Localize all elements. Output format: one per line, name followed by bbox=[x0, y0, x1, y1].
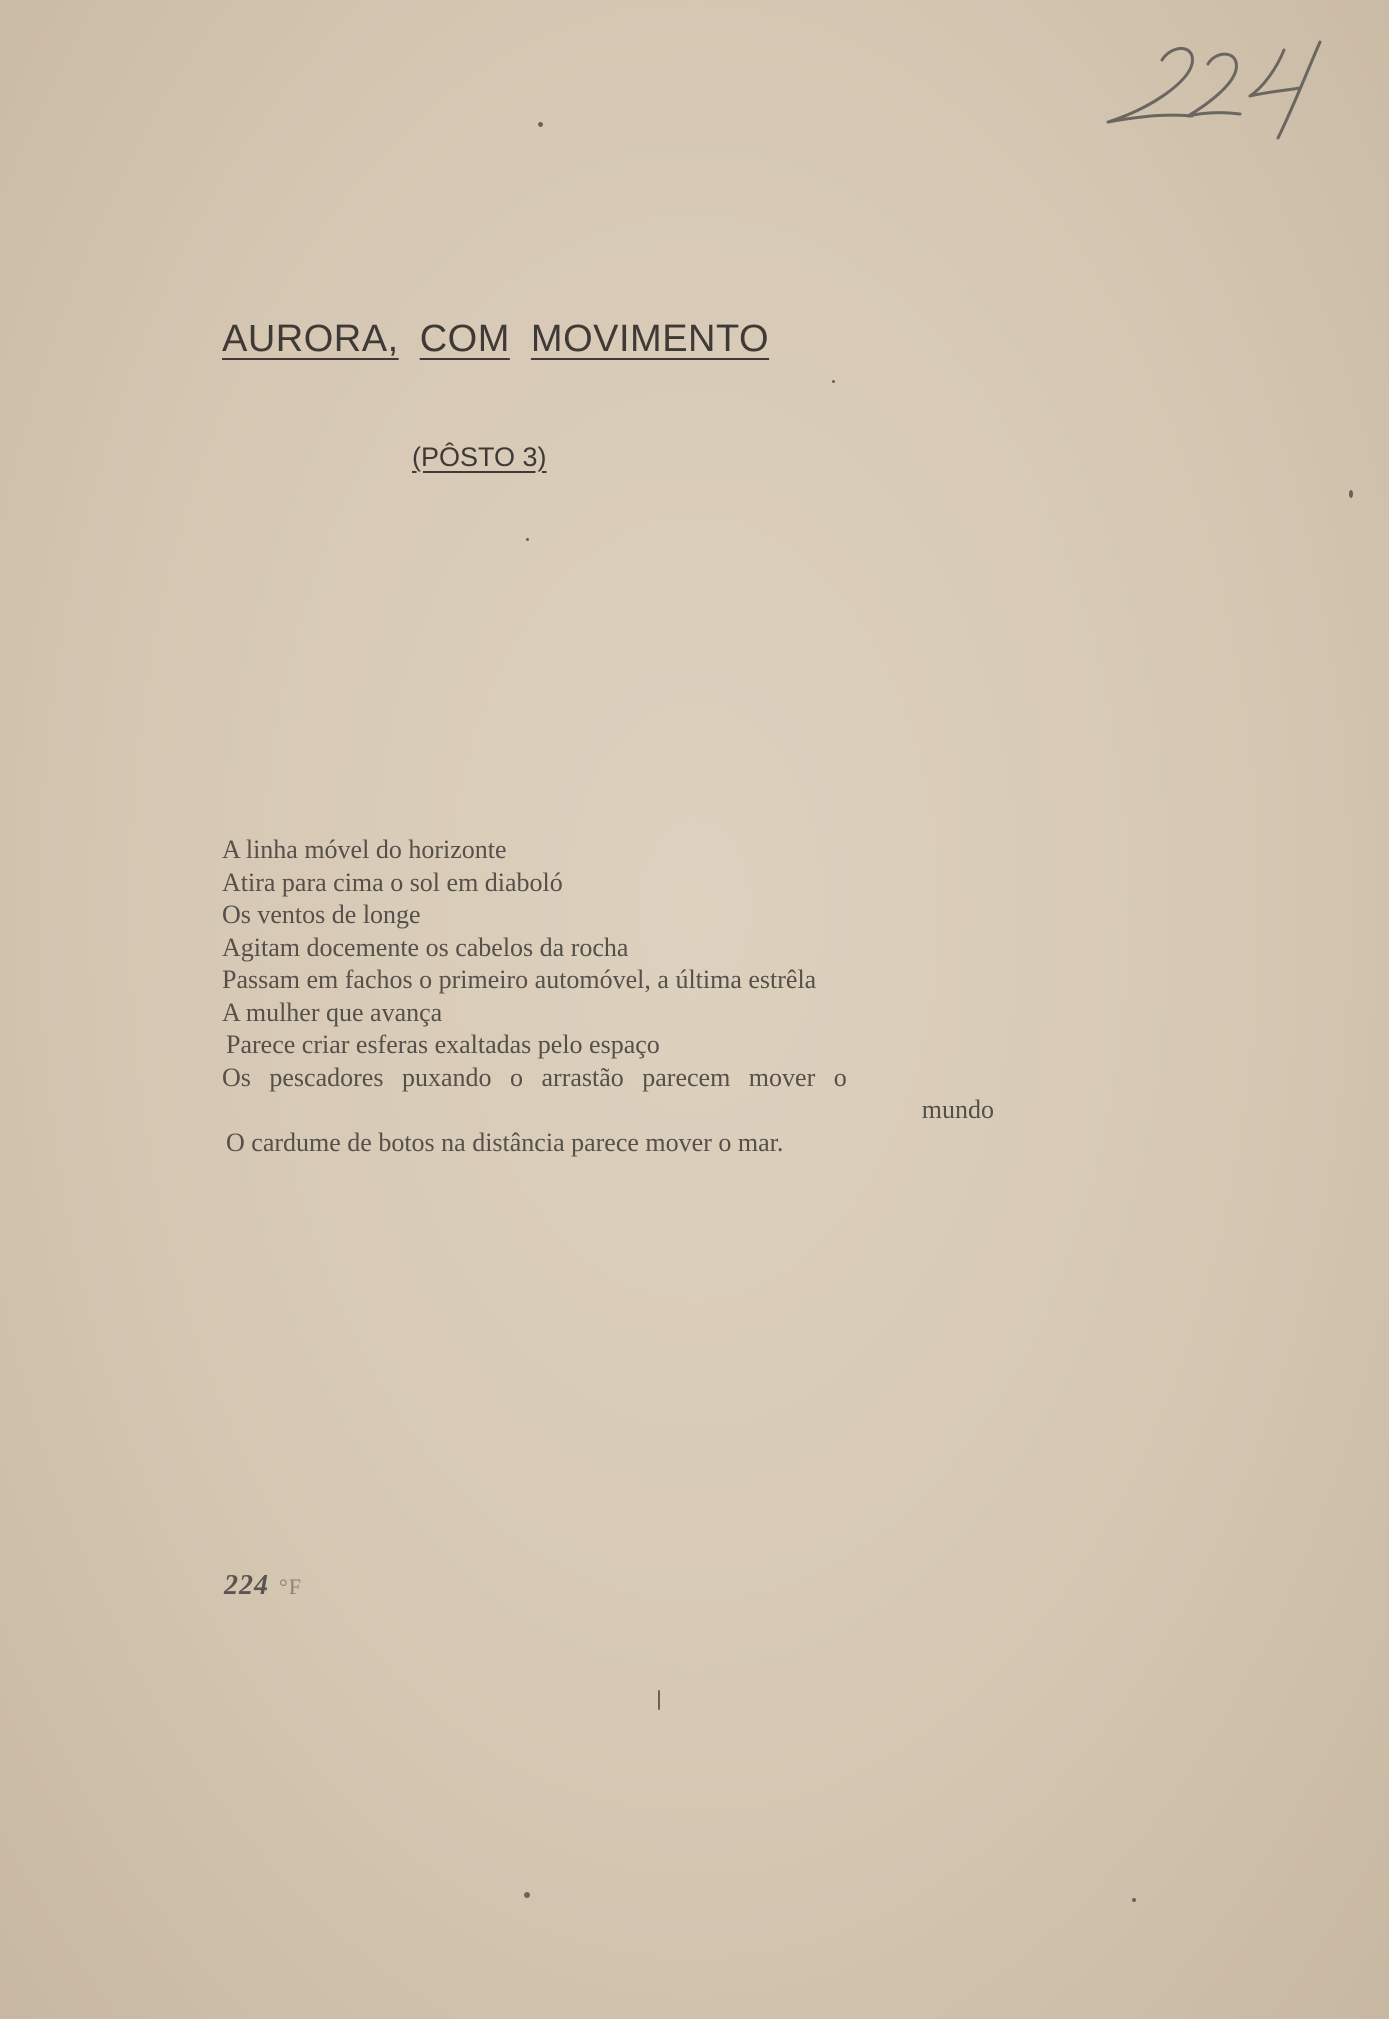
poem-line: Os pescadores puxando o arrastão parecem mover o bbox=[222, 1062, 847, 1092]
page-number bbox=[224, 1570, 302, 1602]
paper-speck bbox=[1132, 1898, 1136, 1902]
poem-line: Parece criar esferas exaltadas pelo espaço bbox=[226, 1030, 660, 1059]
subtitle-text: (PÔSTO 3) bbox=[412, 442, 547, 472]
poem-line: Os ventos de longe bbox=[222, 900, 421, 929]
poem-line-runover: mundo bbox=[921, 1095, 994, 1124]
poem-body bbox=[222, 834, 1002, 1159]
poem-title bbox=[222, 318, 769, 361]
poem-line: Atira para cima o sol em diaboló bbox=[222, 867, 563, 897]
paper-speck bbox=[1349, 490, 1353, 498]
poem-line: Passam em fachos o primeiro automóvel, a última estrêla bbox=[222, 965, 817, 994]
poem-line: A mulher que avança bbox=[222, 997, 443, 1027]
poem-subtitle bbox=[412, 442, 547, 473]
handwritten-folio bbox=[1100, 30, 1360, 150]
page-number-value: 224 bbox=[224, 1570, 269, 1601]
paper-speck bbox=[526, 538, 529, 541]
page-number-mark: °F bbox=[279, 1574, 303, 1599]
poem-line: A linha móvel do horizonte bbox=[222, 835, 507, 864]
paper-speck bbox=[658, 1690, 660, 1710]
paper-speck bbox=[832, 380, 835, 383]
paper-speck bbox=[538, 122, 543, 127]
title-word: AURORA, bbox=[222, 318, 399, 360]
paper-speck bbox=[524, 1892, 530, 1898]
title-word: COM bbox=[419, 318, 510, 360]
poem-line: O cardume de botos na distância parece mover o mar. bbox=[226, 1127, 784, 1157]
title-word: MOVIMENTO bbox=[530, 318, 770, 360]
poem-line: Agitam docemente os cabelos da rocha bbox=[222, 932, 629, 962]
